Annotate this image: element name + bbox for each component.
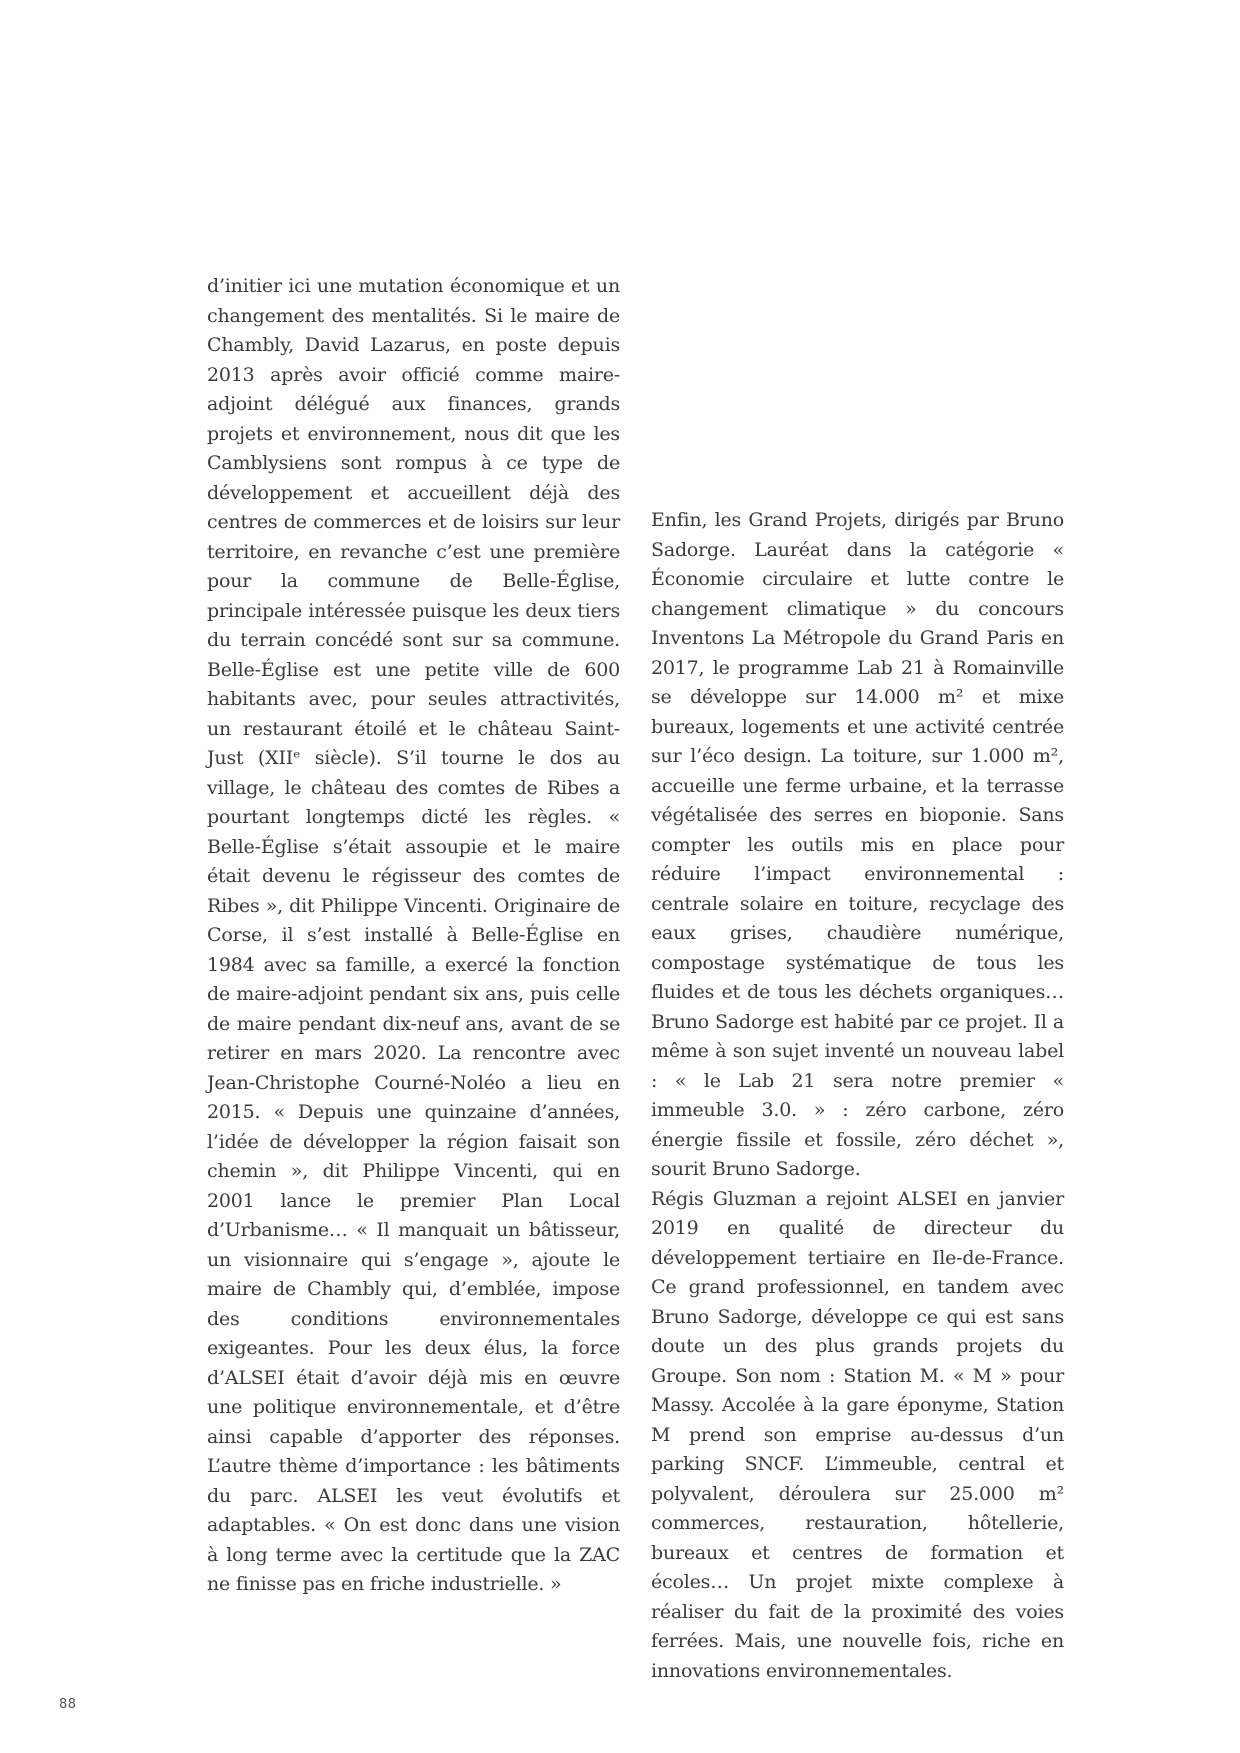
page-number: 88 <box>59 1697 77 1712</box>
left-text-column <box>207 272 620 1600</box>
right-text-column <box>651 506 1064 1686</box>
paragraph: Régis Gluzman a rejoint ALSEI en janvier 2019 en qualité de directeur du développement tertiaire en Ile-de-France. Ce grand professionnel, en tandem avec Bruno Sadorge, développe ce qui est sans doute un des plus grands projets du Groupe. Son nom : Station M. « M » pour Massy. Accolée à la gare éponyme, Station M prend son emprise au-dessus d’un parking SNCF. L’immeuble, central et polyvalent, déroulera sur 25.000 m² commerces, restauration, hôtellerie, bureaux et centres de formation et écoles… Un projet mixte complexe à réaliser du fait de la proximité des voies ferrées. Mais, une nouvelle fois, riche en innovations environnementales. <box>651 1187 1064 1682</box>
paragraph: d’initier ici une mutation économique et un changement des mentalités. Si le maire de Chambly, David Lazarus, en poste depuis 2013 après avoir officié comme maire-adjoint délégué aux finances, grands projets et environnement, nous dit que les Camblysiens sont rompus à ce type de développement et accueillent déjà des centres de commerces et de loisirs sur leur territoire, en revanche c’est une première pour la commune de Belle-Église, principale intéressée puisque les deux tiers du terrain concédé sont sur sa commune. Belle-Église est une petite ville de 600 habitants avec, pour seules attractivités, un restaurant étoilé et le château Saint-Just (XIIᵉ siècle). S’il tourne le dos au village, le château des comtes de Ribes a pourtant longtemps dicté les règles. « Belle-Église s’était assoupie et le maire était devenu le régisseur des comtes de Ribes », dit Philippe Vincenti. Originaire de Corse, il s’est installé à Belle-Église en 1984 avec sa famille, a exercé la fonction de maire-adjoint pendant six ans, puis celle de maire pendant dix-neuf ans, avant de se retirer en mars 2020. La rencontre avec Jean-Christophe Courné-Noléo a lieu en 2015. « Depuis une quinzaine d’années, l’idée de développer la région faisait son chemin », dit Philippe Vincenti, qui en 2001 lance le premier Plan Local d’Urbanisme… « Il manquait un bâtisseur, un visionnaire qui s’engage », ajoute le maire de Chambly qui, d’emblée, impose des conditions environnementales exigeantes. Pour les deux élus, la force d’ALSEI était d’avoir déjà mis en œuvre une politique environnementale, et d’être ainsi capable d’apporter des réponses. L’autre thème d’importance : les bâtiments du parc. ALSEI les veut évolutifs et adaptables. « On est donc dans une vision à long terme avec la certitude que la ZAC ne finisse pas en friche industrielle. » <box>207 275 620 1595</box>
paragraph: Enfin, les Grand Projets, dirigés par Bruno Sadorge. Lauréat dans la catégorie « Économie circulaire et lutte contre le changement climatique » du concours Inventons La Métropole du Grand Paris en 2017, le programme Lab 21 à Romainville se développe sur 14.000 m² et mixe bureaux, logements et une activité centrée sur l’éco design. La toiture, sur 1.000 m², accueille une ferme urbaine, et la terrasse végétalisée des serres en bioponie. Sans compter les outils mis en place pour réduire l’impact environnemental : centrale solaire en toiture, recyclage des eaux grises, chaudière numérique, compostage systématique de tous les fluides et de tous les déchets organiques… Bruno Sadorge est habité par ce projet. Il a même à son sujet inventé un nouveau label : « le Lab 21 sera notre premier « immeuble 3.0. » : zéro carbone, zéro énergie fissile et fossile, zéro déchet », sourit Bruno Sadorge. <box>651 509 1064 1180</box>
